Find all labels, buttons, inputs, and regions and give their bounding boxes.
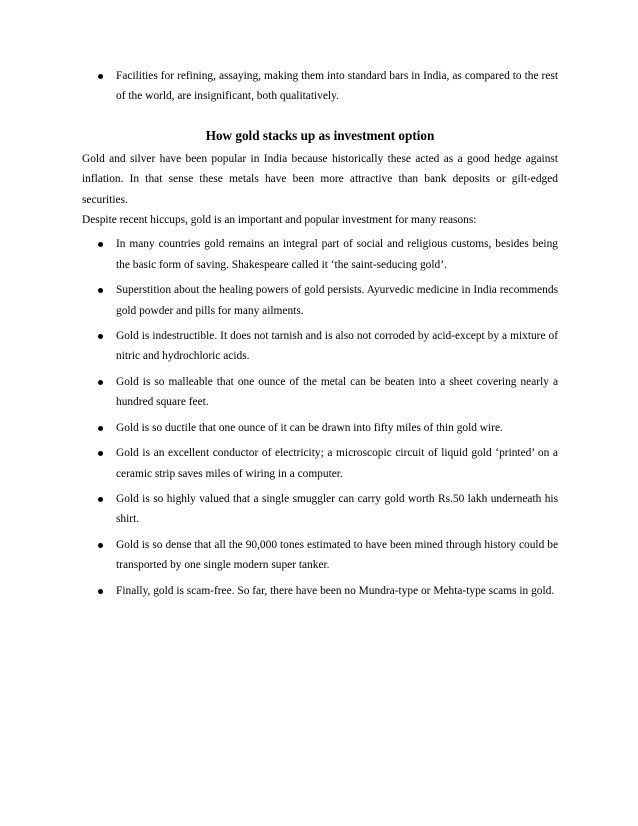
bullet-text: Gold is so highly valued that a single smuggler can carry gold worth Rs.50 lakh underneath his shirt. — [116, 492, 558, 526]
bullet-text: In many countries gold remains an integral part of social and religious customs, besides being the basic form of saving. Shakespeare called it ‘the saint-seducing gold’. — [116, 238, 558, 271]
bullet-text: Superstition about the healing powers of gold persists. Ayurvedic medicine in India recommends gold powder and pills for many ailments. — [116, 284, 558, 317]
bullet-icon — [98, 380, 103, 385]
bullet-text: Facilities for refining, assaying, making them into standard bars in India, as compared to the rest of the world, are insignificant, both qualitatively. — [116, 70, 558, 103]
reasons-bullet-list — [82, 234, 558, 601]
bullet-icon — [98, 451, 103, 456]
bullet-icon — [98, 426, 103, 431]
bullet-text: Gold is so ductile that one ounce of it can be drawn into fifty miles of thin gold wire. — [116, 421, 503, 434]
bullet-icon — [98, 543, 103, 548]
list-item — [82, 66, 558, 107]
bullet-text: Gold is so malleable that one ounce of the metal can be beaten into a sheet covering nearly a hundred square feet. — [116, 375, 558, 409]
bullet-text: Finally, gold is scam-free. So far, there have been no Mundra-type or Mehta-type scams in gold. — [116, 584, 555, 597]
bullet-icon — [98, 497, 103, 502]
document-body — [82, 66, 558, 606]
list-item — [82, 234, 558, 275]
lead-in-sentence: Despite recent hiccups, gold is an important and popular investment for many reasons: — [82, 214, 477, 227]
bullet-icon — [98, 288, 103, 293]
bullet-icon — [98, 242, 103, 247]
list-item — [82, 280, 558, 321]
list-item — [82, 326, 558, 367]
bullet-icon — [98, 74, 103, 79]
list-item — [82, 581, 558, 601]
list-item — [82, 372, 558, 413]
bullet-text: Gold is so dense that all the 90,000 tones estimated to have been mined through history could be transported by one single modern super tanker. — [116, 538, 558, 572]
list-item — [82, 489, 558, 530]
bullet-icon — [98, 334, 103, 339]
bullet-text: Gold is an excellent conductor of electricity; a microscopic circuit of liquid gold ‘printed’ on a ceramic strip saves miles of wiring in a computer. — [116, 447, 558, 480]
bullet-icon — [98, 589, 103, 594]
top-bullet-list — [82, 66, 558, 107]
list-item — [82, 418, 558, 438]
list-item — [82, 443, 558, 484]
bullet-text: Gold is indestructible. It does not tarnish and is also not corroded by acid-except by a mixture of nitric and hydrochloric acids. — [116, 330, 558, 363]
intro-paragraph: Gold and silver have been popular in India because historically these acted as a good hedge against inflation. In that sense these metals have been more attractive than bank deposits or gilt-edged securities. — [82, 152, 558, 206]
section-heading: How gold stacks up as investment option — [205, 127, 435, 143]
list-item — [82, 535, 558, 576]
